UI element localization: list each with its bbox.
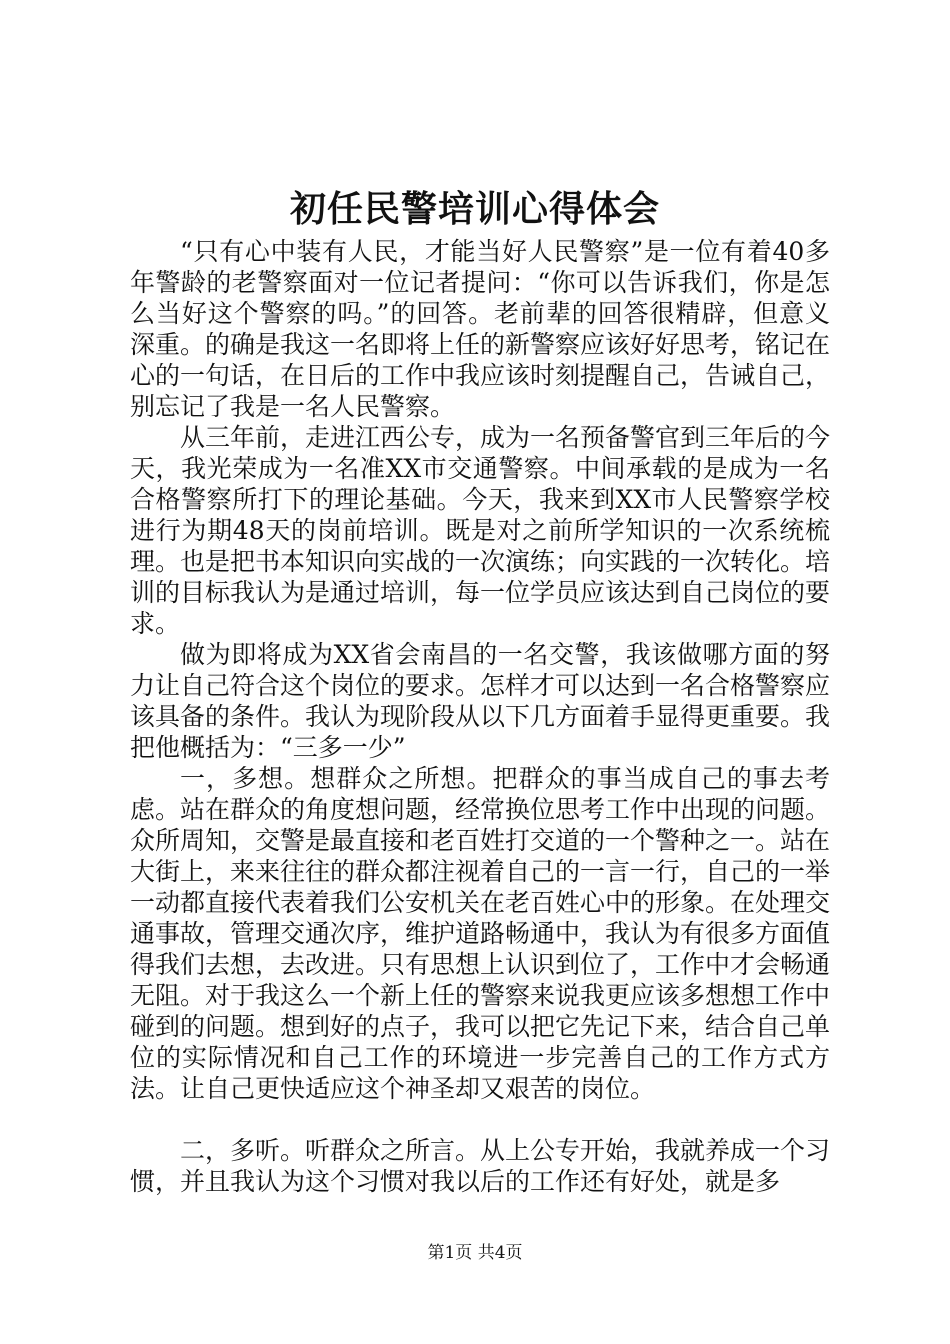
document-body	[130, 236, 830, 1197]
paragraph-2: 从三年前，走进江西公专，成为一名预备警官到三年后的今天，我光荣成为一名准XX市交通警察。中间承载的是成为一名合格警察所打下的理论基础。今天，我来到XX市人民警察学校进行为期48天的岗前培训。既是对之前所学知识的一次系统梳理。也是把书本知识向实战的一次演练；向实践的一次转化。培训的目标我认为是通过培训，每一位学员应该达到自己岗位的要求。	[130, 423, 831, 638]
paragraph-5: 二，多听。听群众之所言。从上公专开始，我就养成一个习惯，并且我认为这个习惯对我以后的工作还有好处，就是多	[130, 1136, 831, 1196]
document-title: 初任民警培训心得体会	[289, 188, 660, 230]
page-footer: 第1页 共4页	[427, 1243, 523, 1263]
paragraph-1: “只有心中装有人民，才能当好人民警察”是一位有着40多年警龄的老警察面对一位记者提问：“你可以告诉我们，你是怎么当好这个警察的吗。”的回答。老前辈的回答很精辟，但意义深重。的确是我这一名即将上任的新警察应该好好思考，铭记在心的一句话，在日后的工作中我应该时刻提醒自己，告诫自己，别忘记了我是一名人民警察。	[130, 237, 831, 421]
paragraph-3: 做为即将成为XX省会南昌的一名交警，我该做哪方面的努力让自己符合这个岗位的要求。怎样才可以达到一名合格警察应该具备的条件。我认为现阶段从以下几方面着手显得更重要。我把他概括为：“三多一少”	[130, 640, 831, 762]
paragraph-4: 一，多想。想群众之所想。把群众的事当成自己的事去考虑。站在群众的角度想问题，经常换位思考工作中出现的问题。众所周知，交警是最直接和老百姓打交道的一个警种之一。站在大街上，来来往往的群众都注视着自己的一言一行，自己的一举一动都直接代表着我们公安机关在老百姓心中的形象。在处理交通事故，管理交通次序，维护道路畅通中，我认为有很多方面值得我们去想，去改进。只有思想上认识到位了，工作中才会畅通无阻。对于我这么一个新上任的警察来说我更应该多想想工作中碰到的问题。想到好的点子，我可以把它先记下来，结合自己单位的实际情况和自己工作的环境进一步完善自己的工作方式方法。让自己更快适应这个神圣却又艰苦的岗位。	[130, 764, 831, 1103]
